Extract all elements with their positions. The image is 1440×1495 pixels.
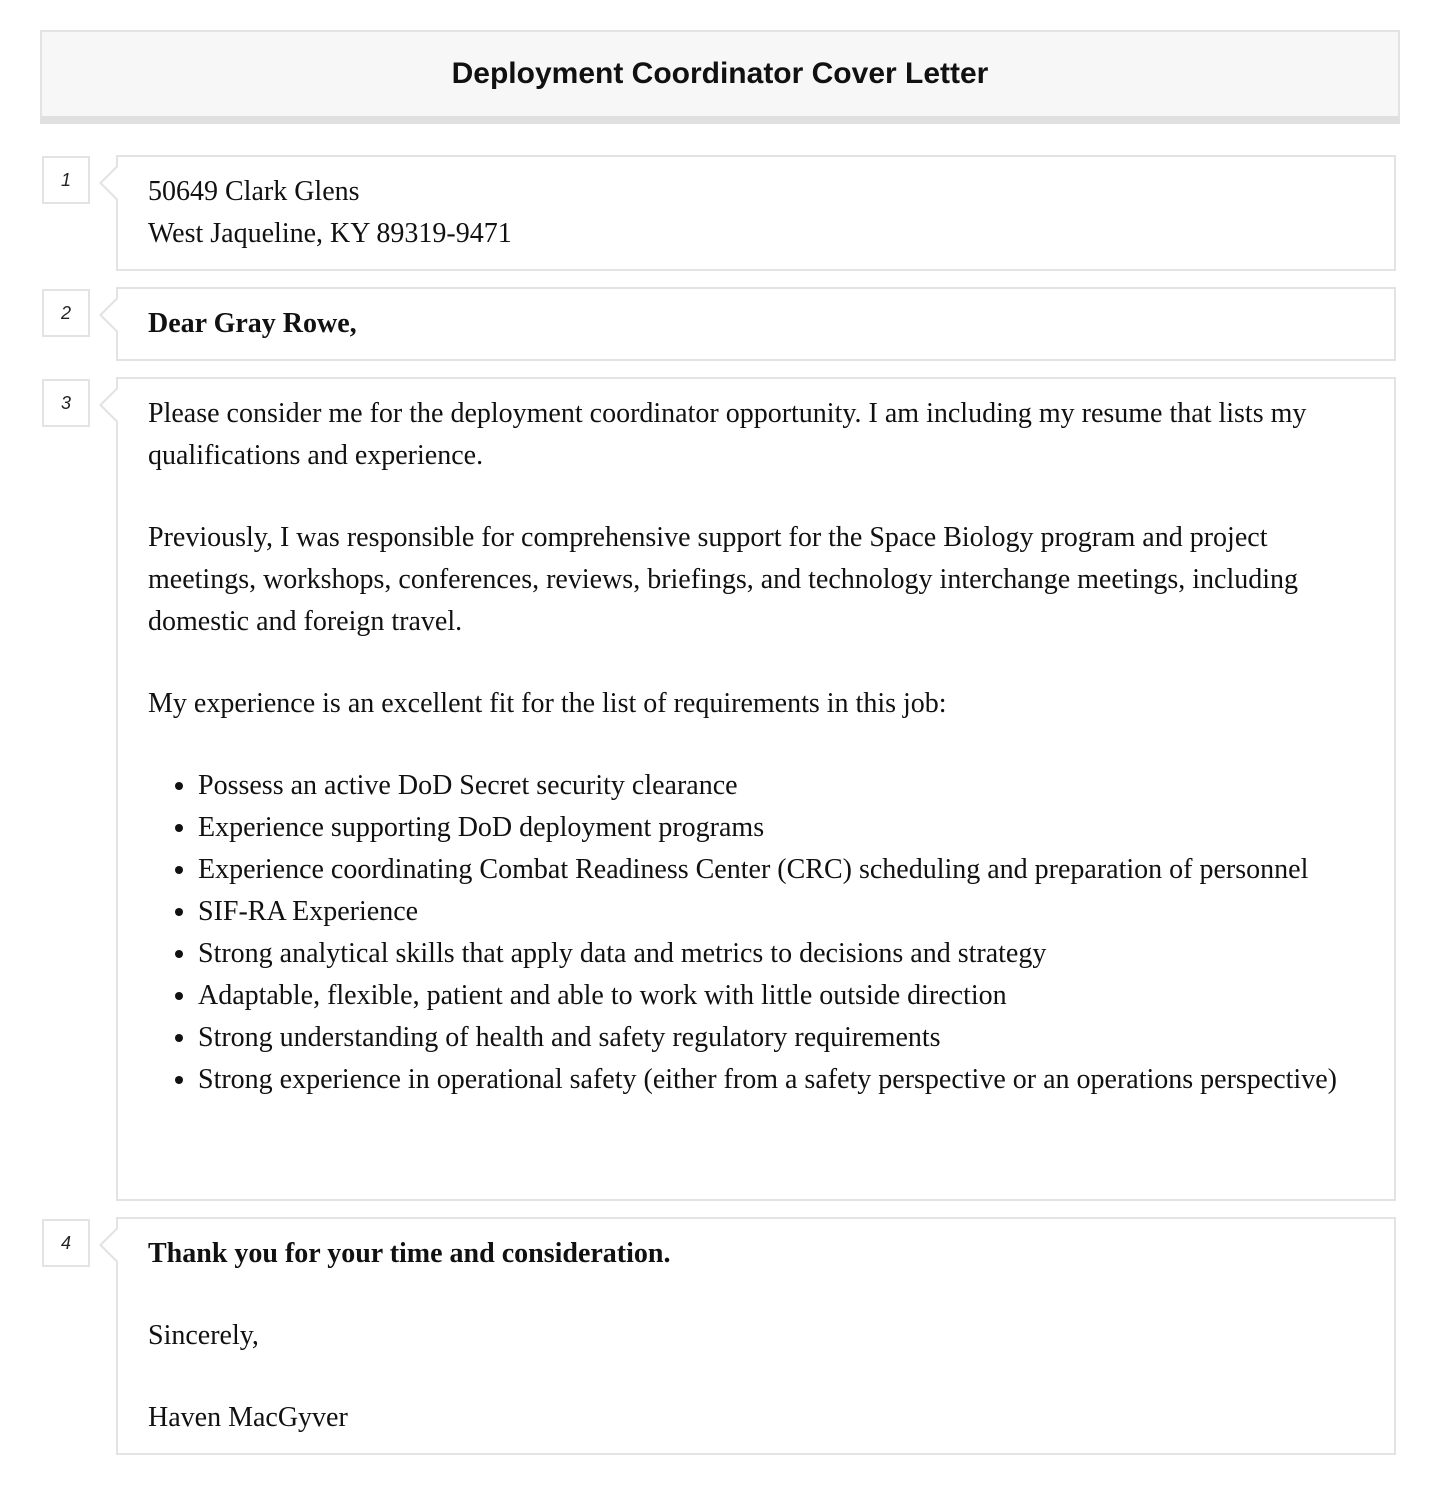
address-line-1: 50649 Clark Glens: [148, 176, 360, 207]
section-address: [116, 155, 1396, 271]
body-paragraph-1: Please consider me for the deployment coordinator opportunity. I am including my resume that lists my qualifications and experience.: [148, 398, 1307, 471]
list-item: • Possess an active DoD Secret security clearance: [198, 765, 1364, 807]
closing-line: Thank you for your time and consideration.: [148, 1238, 671, 1269]
list-item: • Strong analytical skills that apply data and metrics to decisions and strategy: [198, 933, 1364, 975]
page-title: Deployment Coordinator Cover Letter: [451, 57, 989, 90]
signoff: Sincerely,: [148, 1320, 259, 1351]
address-line-2: West Jaqueline, KY 89319-9471: [148, 218, 512, 249]
list-item: • Adaptable, flexible, patient and able to work with little outside direction: [198, 975, 1364, 1017]
section-number-2: 2: [42, 289, 90, 337]
signature-name: Haven MacGyver: [148, 1402, 348, 1433]
list-item: • SIF-RA Experience: [198, 891, 1364, 933]
salutation: Dear Gray Rowe,: [148, 308, 357, 339]
list-item: • Experience coordinating Combat Readiness Center (CRC) scheduling and preparation of personnel: [198, 849, 1364, 891]
section-number-1: 1: [42, 156, 90, 204]
requirements-list: [148, 765, 1364, 1101]
section-number-4: 4: [42, 1219, 90, 1267]
list-item: • Experience supporting DoD deployment programs: [198, 807, 1364, 849]
list-item: • Strong understanding of health and safety regulatory requirements: [198, 1017, 1364, 1059]
section-closing: [116, 1217, 1396, 1455]
section-salutation: [116, 287, 1396, 361]
body-paragraph-2: Previously, I was responsible for comprehensive support for the Space Biology program and project meetings, workshops, conferences, reviews, briefings, and technology interchange meetings, including domestic and foreign travel.: [148, 522, 1299, 637]
body-paragraph-3: My experience is an excellent fit for the list of requirements in this job:: [148, 688, 947, 719]
list-item: • Strong experience in operational safety (either from a safety perspective or an operations perspective): [198, 1059, 1364, 1101]
section-body: [116, 377, 1396, 1201]
section-number-3: 3: [42, 379, 90, 427]
document-header: [40, 30, 1400, 124]
